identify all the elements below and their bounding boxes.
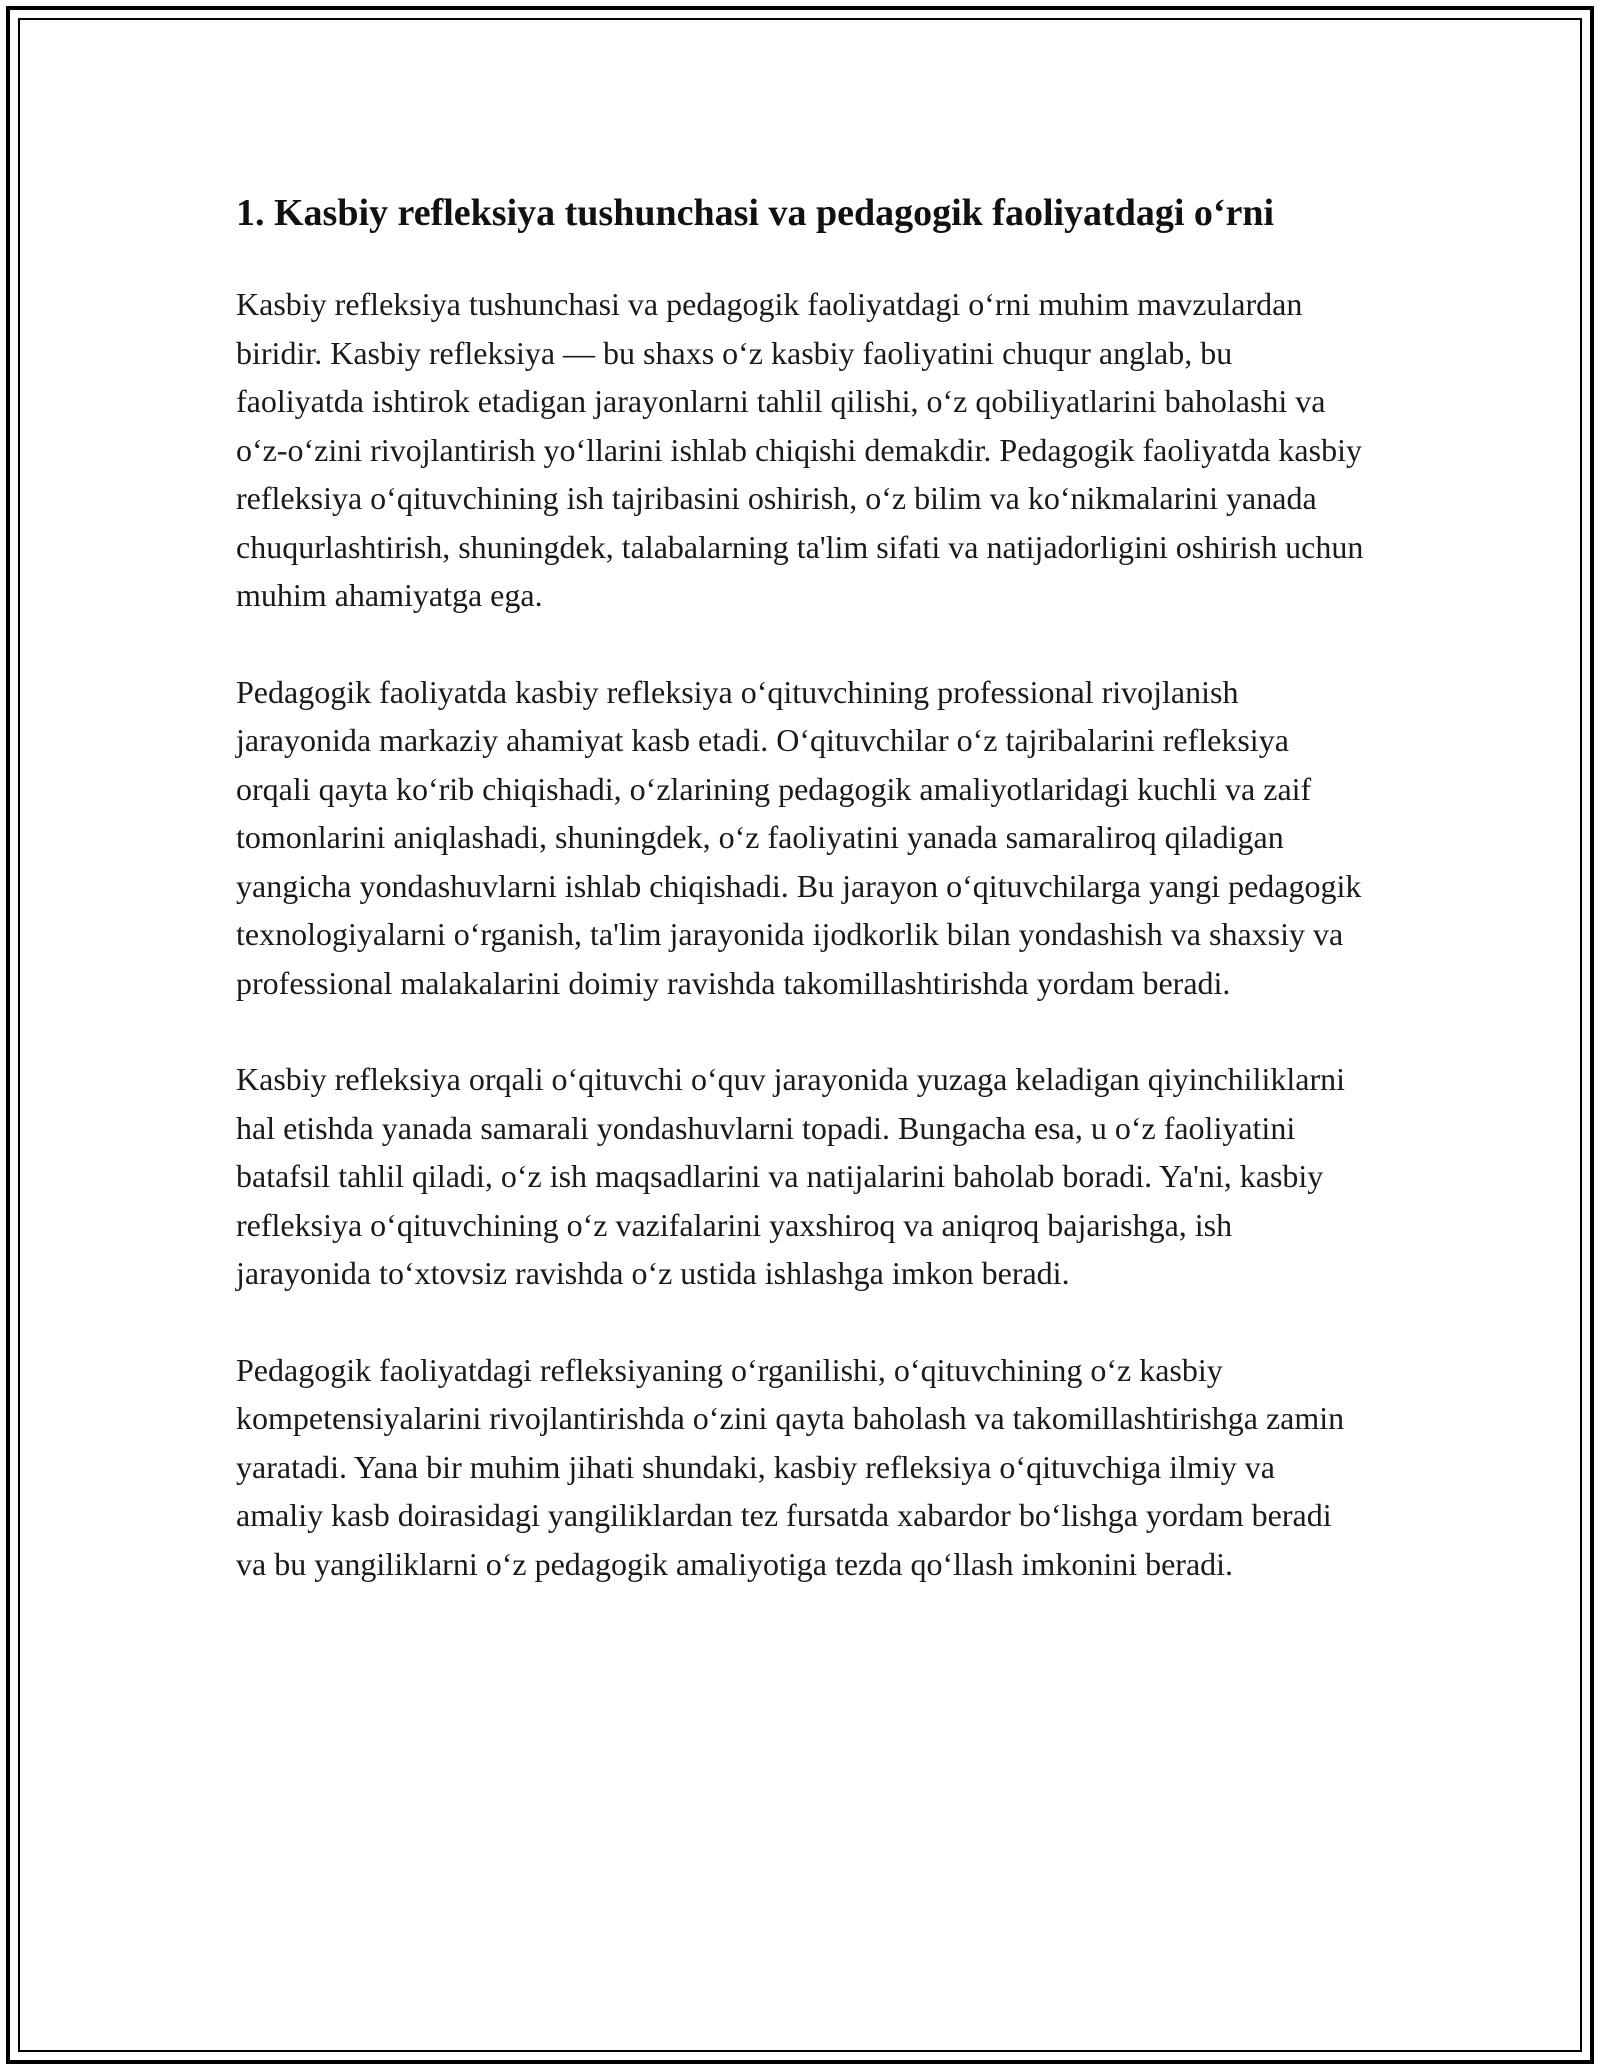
paragraph-4: Pedagogik faoliyatdagi refleksiyaning o‘rganilishi, o‘qituvchining o‘z kasbiy kompetensiyalarini rivojlantirishda o‘zini qayta baholash va takomillashtirishga zamin yaratadi. Yana bir muhim jihati shundaki, kasbiy refleksiya o‘qituvchiga ilmiy va amaliy kasb doirasidagi yangiliklardan tez fursatda xabardor bo‘lishga yordam beradi va bu yangiliklarni o‘z pedagogik amaliyotiga tezda qo‘llash imkonini beradi. [236, 1351, 1345, 1582]
paragraph-3: Kasbiy refleksiya orqali o‘qituvchi o‘quv jarayonida yuzaga keladigan qiyinchiliklarni hal etishda yanada samarali yondashuvlarni topadi. Bungacha esa, u o‘z faoliyatini batafsil tahlil qiladi, o‘z ish maqsadlarini va natijalarini baholab boradi. Ya'ni, kasbiy refleksiya o‘qituvchining o‘z vazifalarini yaxshiroq va aniqroq bajarishga, ish jarayonida to‘xtovsiz ravishda o‘z ustida ishlashga imkon beradi. [236, 1061, 1345, 1291]
paragraph-1: Kasbiy refleksiya tushunchasi va pedagogik faoliyatdagi o‘rni muhim mavzulardan biridir. Kasbiy refleksiya — bu shaxs o‘z kasbiy faoliyatini chuqur anglab, bu faoliyatda ishtirok etadigan jarayonlarni tahlil qilishi, o‘z qobiliyatlarini baholashi va o‘z-o‘zini rivojlantirish yo‘llarini ishlab chiqishi demakdir. Pedagogik faoliyatda kasbiy refleksiya o‘qituvchining ish tajribasini oshirish, o‘z bilim va ko‘nikmalarini yanada chuqurlashtirish, shuningdek, talabalarning ta'lim sifati va natijadorligini oshirish uchun muhim ahamiyatga ega. [236, 286, 1364, 613]
document-body [236, 186, 1366, 1636]
paragraph-2: Pedagogik faoliyatda kasbiy refleksiya o‘qituvchining professional rivojlanish jarayonida markaziy ahamiyat kasb etadi. O‘qituvchilar o‘z tajribalarini refleksiya orqali qayta ko‘rib chiqishadi, o‘zlarining pedagogik amaliyotlaridagi kuchli va zaif tomonlarini aniqlashadi, shuningdek, o‘z faoliyatini yanada samaraliroq qiladigan yangicha yondashuvlarni ishlab chiqishadi. Bu jarayon o‘qituvchilarga yangi pedagogik texnologiyalarni o‘rganish, ta'lim jarayonida ijodkorlik bilan yondashish va shaxsiy va professional malakalarini doimiy ravishda takomillashtirishda yordam beradi. [236, 673, 1362, 1001]
section-heading: 1. Kasbiy refleksiya tushunchasi va pedagogik faoliyatdagi o‘rni [236, 192, 1275, 234]
